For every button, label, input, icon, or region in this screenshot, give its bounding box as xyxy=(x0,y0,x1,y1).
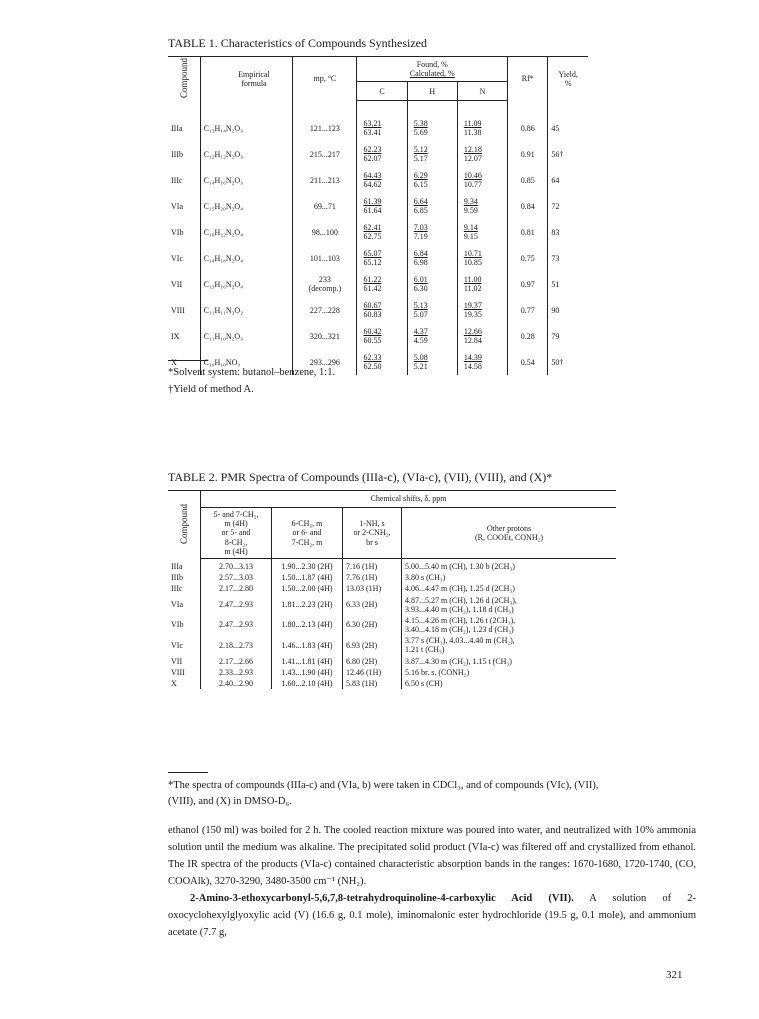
page-number: 321 xyxy=(666,969,683,981)
mp-cell xyxy=(293,141,357,167)
formula-cell: C₁₄H₁₆N₂O₃ xyxy=(200,167,293,193)
calculated-value: 5.07 xyxy=(413,310,428,320)
compound-cell: IIIa xyxy=(171,123,183,133)
calculated-value: 5.17 xyxy=(413,154,428,164)
nh-cell: 6.33 (2H) xyxy=(343,595,402,615)
found-value: 63.21 xyxy=(363,119,382,129)
mp-note: (decomp.) xyxy=(308,284,342,294)
mp-cell xyxy=(293,245,357,271)
found-value: 10.46 xyxy=(463,171,482,181)
rf-cell: 0.81 xyxy=(508,219,548,245)
calculated-value: 10.85 xyxy=(463,258,482,268)
table2-header-col1: 5- and 7-CH₂, m (4H) or 5- and 8-CH₂, m (4H) xyxy=(201,508,272,559)
calculated-value: 61.64 xyxy=(363,206,382,216)
mp-cell xyxy=(293,219,357,245)
found-value: 64.43 xyxy=(363,171,382,181)
ring-ch2-cell: 2.57...3.03 xyxy=(201,572,272,583)
found-value: 6.84 xyxy=(413,249,428,259)
compound-cell: VIc xyxy=(171,640,183,650)
table2-title: TABLE 2. PMR Spectra of Compounds (IIIa-c), (VIa-c), (VII), (VIII), and (X)* xyxy=(168,470,553,484)
table2-header-col2: 6-CH₂, m or 6- and 7-CH₂, m xyxy=(272,508,343,559)
table-row xyxy=(168,101,588,142)
mp-value: 101...103 xyxy=(309,253,340,263)
calculated-value: 60.55 xyxy=(363,336,382,346)
h-cell xyxy=(407,271,457,297)
found-value: 11.09 xyxy=(463,119,482,129)
other-protons-cell xyxy=(402,558,617,572)
calculated-value: 63.41 xyxy=(363,128,382,138)
table2-header-col4: Other protons (R, COOEt, CONH₂) xyxy=(402,508,617,559)
h-cell xyxy=(407,141,457,167)
ring-ch2-cell: 2.40...2.90 xyxy=(201,678,272,689)
h-cell xyxy=(407,245,457,271)
found-value: 6.01 xyxy=(413,275,428,285)
yield-cell: 56† xyxy=(548,141,588,167)
h-cell xyxy=(407,349,457,375)
formula-cell: C₁₂H₁₂N₂O₃ xyxy=(200,141,293,167)
found-value: 60.67 xyxy=(363,301,382,311)
formula-cell: C₁₅H₂₀N₂O₄ xyxy=(200,193,293,219)
table1-header-formula: Empirical formula xyxy=(200,57,293,101)
formula-cell: C₁₁H₁₁N₃O₂ xyxy=(200,297,293,323)
calculated-value: 6.30 xyxy=(413,284,428,294)
found-value: 62.41 xyxy=(363,223,382,233)
h-cell xyxy=(407,323,457,349)
found-value: 7.03 xyxy=(413,223,428,233)
found-value: 4.37 xyxy=(413,327,428,337)
ch2-m-cell: 1.81...2.23 (2H) xyxy=(272,595,343,615)
compound-cell: VIc xyxy=(171,253,183,263)
mp-cell xyxy=(293,193,357,219)
compound-cell: X xyxy=(171,357,177,367)
calculated-value: 10.77 xyxy=(463,180,482,190)
compound-cell: IIIb xyxy=(171,149,183,159)
table-row xyxy=(168,656,616,667)
table1-header-compound: Compound xyxy=(168,57,200,101)
rf-cell: 0.85 xyxy=(508,167,548,193)
table-row xyxy=(168,271,588,297)
compound-cell: IIIc xyxy=(171,584,183,594)
formula-cell: C₁₁H₁₀N₂O₃ xyxy=(200,323,293,349)
compound-cell: IIIb xyxy=(171,573,183,583)
table-row xyxy=(168,635,616,655)
calculated-value: 9.59 xyxy=(463,206,478,216)
calculated-value: 19.35 xyxy=(463,310,482,320)
n-cell xyxy=(457,141,507,167)
other-protons-line: 3.77 s (CH₃), 4.03...4.40 m (CH₂), xyxy=(405,636,515,646)
other-protons-line: 5.00...5.40 m (CH), 1.30 b (2CH₃) xyxy=(405,561,515,571)
yield-cell: 73 xyxy=(548,245,588,271)
ch2-m-cell: 1.60...2.10 (4H) xyxy=(272,678,343,689)
mp-cell xyxy=(293,323,357,349)
other-protons-cell xyxy=(402,667,617,678)
c-cell xyxy=(357,349,407,375)
table2-footnote-rule xyxy=(168,772,208,773)
table-row xyxy=(168,193,588,219)
other-protons-cell xyxy=(402,678,617,689)
compound-cell: VIa xyxy=(171,600,183,610)
mp-value: 121...123 xyxy=(309,123,340,133)
h-cell xyxy=(407,167,457,193)
nh-cell: 7.76 (1H) xyxy=(343,572,402,583)
compound-cell: VII xyxy=(171,656,183,666)
nh-cell: 5.83 (1H) xyxy=(343,678,402,689)
mp-value: 98...100 xyxy=(311,227,338,237)
table1-header-c: C xyxy=(357,82,407,101)
other-protons-cell xyxy=(402,583,617,594)
table1-footnote-yield: †Yield of method A. xyxy=(168,384,254,395)
ring-ch2-cell: 2.33...2.93 xyxy=(201,667,272,678)
n-cell xyxy=(457,323,507,349)
found-value: 12.66 xyxy=(463,327,482,337)
rf-cell: 0.77 xyxy=(508,297,548,323)
ch2-m-cell: 1.90...2.30 (2H) xyxy=(272,558,343,572)
table-row xyxy=(168,583,616,594)
n-cell xyxy=(457,297,507,323)
found-value: 5.12 xyxy=(413,145,428,155)
rf-cell: 0.86 xyxy=(508,101,548,142)
compound-heading: 2-Amino-3-ethoxycarbonyl-5,6,7,8-tetrahydroquinoline-4-carboxylic Acid (VII). xyxy=(190,893,574,904)
found-value: 9.14 xyxy=(463,223,478,233)
n-cell xyxy=(457,245,507,271)
found-value: 14.39 xyxy=(463,353,482,363)
calculated-value: 62.50 xyxy=(363,362,382,372)
calculated-value: 62.07 xyxy=(363,154,382,164)
ring-ch2-cell: 2.70...3.13 xyxy=(201,558,272,572)
rf-cell: 0.54 xyxy=(508,349,548,375)
found-value: 6.29 xyxy=(413,171,428,181)
n-cell xyxy=(457,271,507,297)
c-cell xyxy=(357,297,407,323)
ch2-m-cell: 1.50...1.87 (4H) xyxy=(272,572,343,583)
body-paragraph-2-text: A solution of 2-oxocyclohexylglyoxylic acid (V) (16.6 g, 0.1 mole), iminomalonic ester hydrochloride (19.5 g, 0.1 mole), and ammonium acetate (7.7 g, xyxy=(168,893,696,938)
found-value: 65.07 xyxy=(363,249,382,259)
found-value: 60.42 xyxy=(363,327,382,337)
n-cell xyxy=(457,349,507,375)
c-cell xyxy=(357,219,407,245)
table1-header-yield: Yield, % xyxy=(548,57,588,101)
h-cell xyxy=(407,219,457,245)
c-cell xyxy=(357,323,407,349)
ch2-m-cell: 1.46...1.83 (4H) xyxy=(272,635,343,655)
mp-cell xyxy=(293,167,357,193)
mp-cell xyxy=(293,101,357,142)
found-value: 19.37 xyxy=(463,301,482,311)
other-protons-line: 5.16 br. s. (CONH₂) xyxy=(405,667,470,677)
calculated-value: 6.98 xyxy=(413,258,428,268)
table-row xyxy=(168,297,588,323)
calculated-value: 12.07 xyxy=(463,154,482,164)
other-protons-line: 4.15...4.26 m (CH), 1.26 t (2CH₃), xyxy=(405,615,516,625)
compound-cell: X xyxy=(171,679,177,688)
table2-header-compound: Compound xyxy=(168,491,201,559)
other-protons-line: 3.80 s (CH₃) xyxy=(405,573,446,583)
h-cell xyxy=(407,101,457,142)
found-value: 11.00 xyxy=(463,275,482,285)
ring-ch2-cell: 2.18...2.73 xyxy=(201,635,272,655)
mp-value: 293...296 xyxy=(309,357,340,367)
calculated-value: 12.84 xyxy=(463,336,482,346)
formula-cell: C₁₆H₂₂N₂O₄ xyxy=(200,219,293,245)
other-protons-line: 1.21 t (CH₃) xyxy=(405,645,445,655)
table-row xyxy=(168,219,588,245)
nh-cell: 12.46 (1H) xyxy=(343,667,402,678)
formula-cell: C₁₀H₁₀NO₃ xyxy=(200,349,293,375)
mp-value: 211...213 xyxy=(310,175,340,185)
nh-cell: 6.80 (2H) xyxy=(343,656,402,667)
ch2-m-cell: 1.41...1.81 (4H) xyxy=(272,656,343,667)
calculated-value: 14.58 xyxy=(463,362,482,372)
calculated-value: 6.85 xyxy=(413,206,428,216)
rf-cell: 0.28 xyxy=(508,323,548,349)
table1-footnote-solvent: *Solvent system: butanol–benzene, 1:1. xyxy=(168,367,336,378)
yield-cell: 90 xyxy=(548,297,588,323)
found-value: 62.23 xyxy=(363,145,382,155)
compound-cell: VIII xyxy=(171,667,185,677)
c-cell xyxy=(357,193,407,219)
n-cell xyxy=(457,167,507,193)
table2 xyxy=(168,490,616,689)
compound-cell: IX xyxy=(171,331,180,341)
n-cell xyxy=(457,101,507,142)
compound-cell: IIIa xyxy=(171,561,183,571)
table-row xyxy=(168,141,588,167)
other-protons-line: 6.50 s (CH) xyxy=(405,679,443,688)
table-row xyxy=(168,678,616,689)
other-protons-line: 4.06...4.47 m (CH), 1.25 d (2CH₃) xyxy=(405,584,515,594)
c-cell xyxy=(357,167,407,193)
table-row xyxy=(168,572,616,583)
rf-cell: 0.84 xyxy=(508,193,548,219)
compound-cell: IIIc xyxy=(171,175,183,185)
body-paragraph-1: ethanol (150 ml) was boiled for 2 h. The cooled reaction mixture was poured into water, and neutralized with 10% ammonia solution until the medium was alkaline. The precipitated solid product (VIa-c) was filtered off and crystallized from ethanol. The IR spectra of the products (VIa-c) contained characteristic absorption bands in the ranges: 1670-1680, 1720-1740, (CO, COOAlk), 3270-3290, 3480-3500 cm⁻¹ (NH₂). xyxy=(168,825,696,887)
calculated-value: 5.21 xyxy=(413,362,428,372)
yield-cell: 64 xyxy=(548,167,588,193)
yield-cell: 79 xyxy=(548,323,588,349)
other-protons-cell xyxy=(402,635,617,655)
ch2-m-cell: 1.80...2.13 (4H) xyxy=(272,615,343,635)
table1-title: TABLE 1. Characteristics of Compounds Synthesized xyxy=(168,36,427,50)
table1-header-mp: mp, °C xyxy=(293,57,357,101)
found-value: 61.22 xyxy=(363,275,382,285)
calculated-value: 64.62 xyxy=(363,180,382,190)
table-row xyxy=(168,595,616,615)
h-cell xyxy=(407,193,457,219)
ring-ch2-cell: 2.47...2.93 xyxy=(201,615,272,635)
rf-cell: 0.75 xyxy=(508,245,548,271)
table-row xyxy=(168,615,616,635)
body-text xyxy=(168,822,696,941)
ring-ch2-cell: 2.17...2.80 xyxy=(201,583,272,594)
ch2-m-cell: 1.43...1.90 (4H) xyxy=(272,667,343,678)
body-paragraph-2 xyxy=(168,890,696,941)
mp-value: 233 xyxy=(318,275,331,285)
other-protons-cell xyxy=(402,615,617,635)
table2-header-col3: 1-NH, s or 2-CNH₂, br s xyxy=(343,508,402,559)
c-cell xyxy=(357,245,407,271)
nh-cell: 7.16 (1H) xyxy=(343,558,402,572)
other-protons-cell xyxy=(402,572,617,583)
found-value: 10.71 xyxy=(463,249,482,259)
ring-ch2-cell: 2.17...2.66 xyxy=(201,656,272,667)
calculated-value: 11.02 xyxy=(463,284,482,294)
mp-value: 227...228 xyxy=(309,305,340,315)
ring-ch2-cell: 2.47...2.93 xyxy=(201,595,272,615)
c-cell xyxy=(357,271,407,297)
c-cell xyxy=(357,141,407,167)
nh-cell: 6.30 (2H) xyxy=(343,615,402,635)
rf-cell: 0.91 xyxy=(508,141,548,167)
calculated-value: 65.12 xyxy=(363,258,382,268)
calculated-value: 61.42 xyxy=(363,284,382,294)
table-row xyxy=(168,667,616,678)
calculated-value: 9.15 xyxy=(463,232,478,242)
compound-cell: VIb xyxy=(171,620,184,630)
other-protons-cell xyxy=(402,656,617,667)
found-value: 61.39 xyxy=(363,197,382,207)
mp-value: 215...217 xyxy=(309,149,340,159)
rf-cell: 0.97 xyxy=(508,271,548,297)
formula-cell: C₁₄H₁₈N₂O₄ xyxy=(200,245,293,271)
mp-cell xyxy=(293,297,357,323)
calculated-value: 7.19 xyxy=(413,232,428,242)
compound-cell: VIII xyxy=(171,305,185,315)
other-protons-line: 3.40...4.18 m (CH₂), 1.23 d (CH₃) xyxy=(405,625,514,635)
ch2-m-cell: 1.50...2.00 (4H) xyxy=(272,583,343,594)
table-row xyxy=(168,323,588,349)
table1-header-rf: Rf* xyxy=(508,57,548,101)
compound-cell: VIb xyxy=(171,227,184,237)
found-value: 12.18 xyxy=(463,145,482,155)
found-value: 5.13 xyxy=(413,301,428,311)
table2-header-chemical-shifts: Chemical shifts, δ, ppm xyxy=(201,491,617,508)
yield-cell: 72 xyxy=(548,193,588,219)
yield-cell: 45 xyxy=(548,101,588,142)
table-row xyxy=(168,167,588,193)
yield-cell: 50† xyxy=(548,349,588,375)
formula-cell: C₁₃H₁₆N₂O₄ xyxy=(200,271,293,297)
other-protons-line: 4.87...5.27 m (CH), 1.26 d (2CH₃), xyxy=(405,595,517,605)
found-value: 9.34 xyxy=(463,197,478,207)
h-cell xyxy=(407,297,457,323)
table1-header-h: H xyxy=(407,82,457,101)
nh-cell: 6.93 (2H) xyxy=(343,635,402,655)
other-protons-line: 3.93...4.40 m (CH₂), 1.18 d (CH₃) xyxy=(405,604,514,614)
table1-footnote-rule xyxy=(168,360,208,361)
calculated-value: 6.15 xyxy=(413,180,428,190)
yield-cell: 51 xyxy=(548,271,588,297)
table1-header-found-calculated: Found, % Calculated, % xyxy=(357,57,508,82)
calculated-value: 62.75 xyxy=(363,232,382,242)
mp-cell xyxy=(293,271,357,297)
calculated-value: 11.38 xyxy=(463,128,482,138)
yield-cell: 83 xyxy=(548,219,588,245)
nh-cell: 13.03 (1H) xyxy=(343,583,402,594)
table-row xyxy=(168,245,588,271)
found-value: 5.38 xyxy=(413,119,428,129)
mp-value: 69...71 xyxy=(313,201,336,211)
n-cell xyxy=(457,193,507,219)
found-value: 5.08 xyxy=(413,353,428,363)
other-protons-cell xyxy=(402,595,617,615)
calculated-value: 4.59 xyxy=(413,336,428,346)
found-value: 62.33 xyxy=(363,353,382,363)
formula-cell: C₁₃H₁₄N₂O₃ xyxy=(200,101,293,142)
table2-footnote: *The spectra of compounds (IIIa-c) and (VIa, b) were taken in CDCl₃, and of compounds (VIc), (VII), (VIII), and (X) in DMSO-D₆. xyxy=(168,780,599,807)
table1 xyxy=(168,56,588,375)
c-cell xyxy=(357,101,407,142)
compound-cell: VIa xyxy=(171,201,183,211)
compound-cell: VII xyxy=(171,279,183,289)
calculated-value: 60.83 xyxy=(363,310,382,320)
calculated-value: 5.69 xyxy=(413,128,428,138)
mp-value: 320...321 xyxy=(309,331,340,341)
table1-header-n: N xyxy=(457,82,507,101)
n-cell xyxy=(457,219,507,245)
other-protons-line: 3.87...4.30 m (CH₂), 1.15 t (CH₃) xyxy=(405,656,512,666)
table-row xyxy=(168,558,616,572)
found-value: 6.64 xyxy=(413,197,428,207)
